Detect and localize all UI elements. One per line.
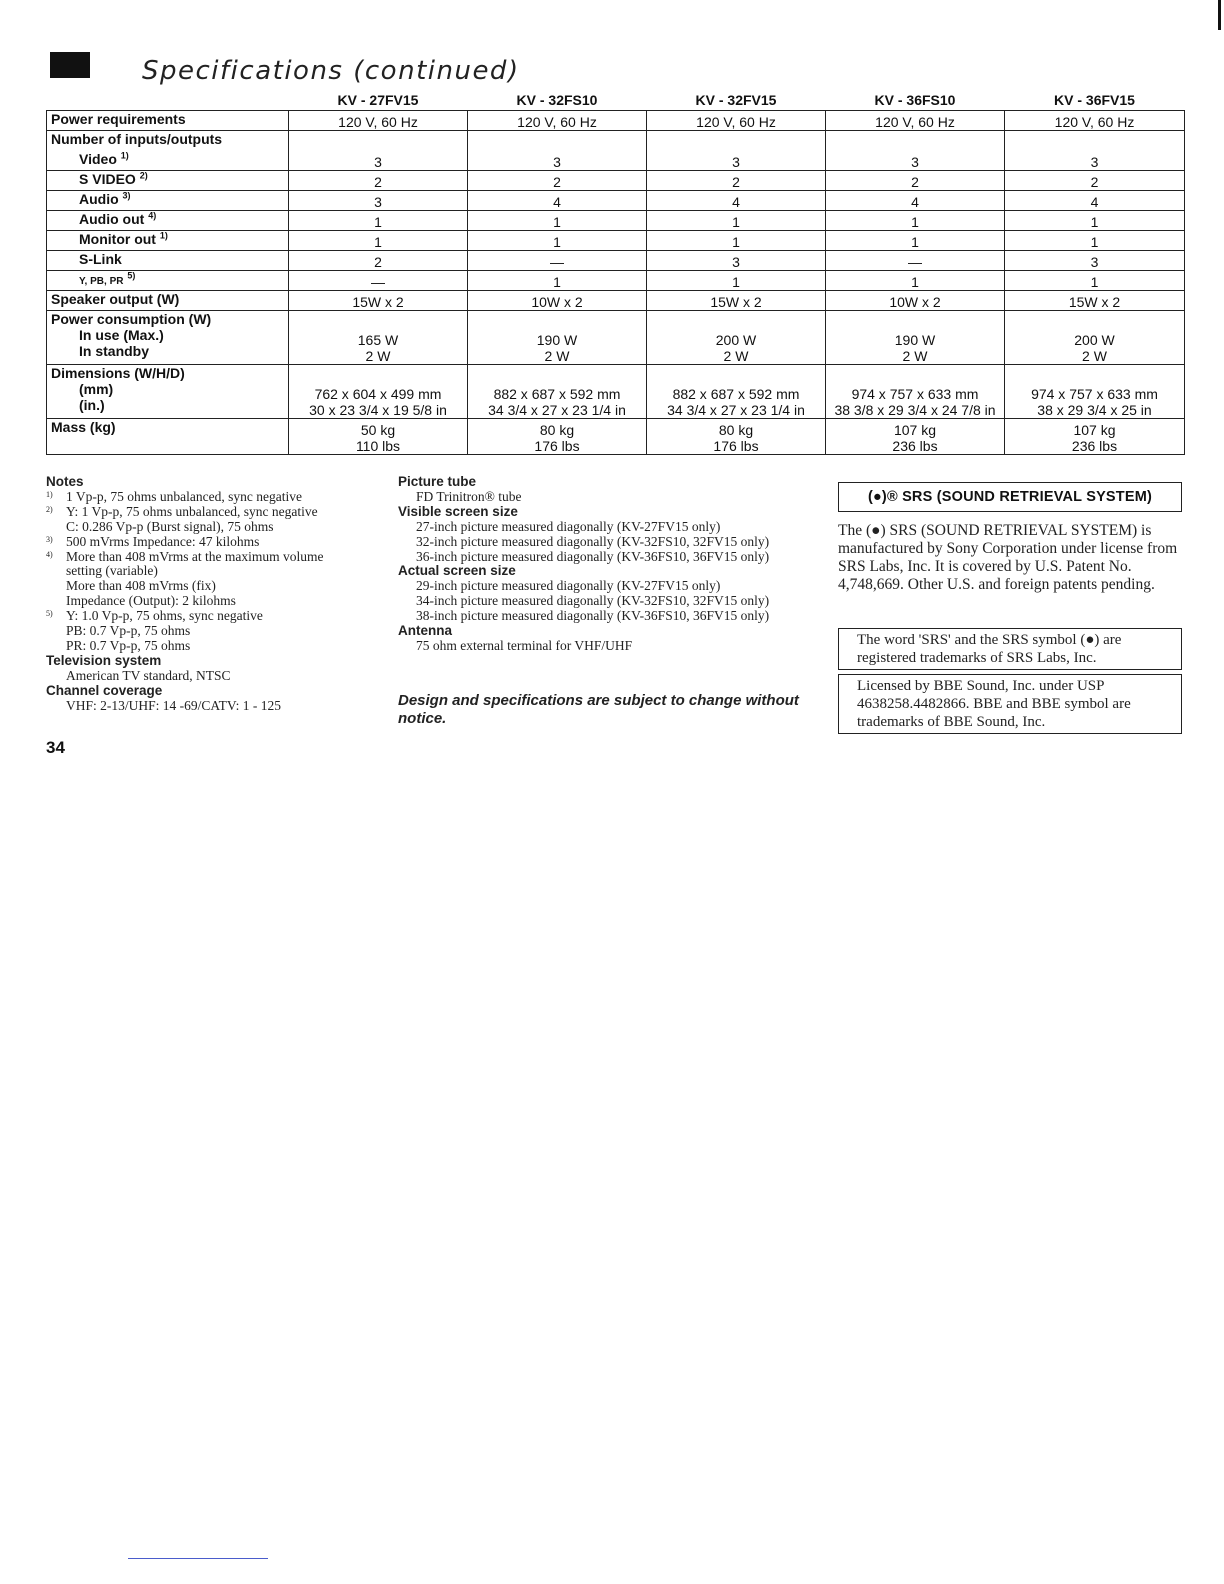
dimensions-heading: Dimensions (W/H/D) xyxy=(51,365,185,381)
kg-value: 50 kg xyxy=(360,422,396,438)
note-4 xyxy=(46,550,376,610)
standby-label: In standby xyxy=(79,343,150,359)
visible-size-heading: Visible screen size xyxy=(398,503,518,519)
mm-value: 974 x 757 x 633 mm xyxy=(851,386,979,402)
cell: 1 xyxy=(1005,271,1185,291)
inch-value: 38 3/8 x 29 3/4 x 24 7/8 in xyxy=(834,402,996,418)
cell xyxy=(826,365,1005,419)
model-header: KV - 27FV15 xyxy=(337,92,419,108)
cell xyxy=(289,311,468,365)
row-monitor-out xyxy=(47,231,1185,251)
in-use-value: 200 W xyxy=(1074,332,1115,348)
in-use-value: 200 W xyxy=(715,332,757,348)
lbs-value: 110 lbs xyxy=(355,438,401,454)
row-sublabel: Monitor out xyxy=(79,231,156,247)
footnote-mark: 1) xyxy=(159,230,168,241)
power-consumption-heading: Power consumption (W) xyxy=(51,311,212,327)
kg-value: 80 kg xyxy=(718,422,754,438)
in-use-value: 165 W xyxy=(357,332,399,348)
note-mark: 4) xyxy=(46,549,53,559)
srs-title: (●)® SRS (SOUND RETRIEVAL SYSTEM) xyxy=(867,489,1153,505)
row-mass xyxy=(47,419,1185,455)
mm-value: 974 x 757 x 633 mm xyxy=(1031,386,1158,402)
cell: 2 xyxy=(468,171,647,191)
cell: 2 xyxy=(289,171,468,191)
title-bullet-block xyxy=(50,52,90,78)
visible-size-line: 32-inch picture measured diagonally (KV-32FS10, 32FV15 only) xyxy=(416,533,770,549)
standby-value: 2 W xyxy=(723,348,749,364)
cell: 2 xyxy=(289,251,468,271)
note-text: More than 408 mVrms (fix) xyxy=(66,578,216,594)
note-text: PR: 0.7 Vp-p, 75 ohms xyxy=(66,637,191,653)
cell: 1 xyxy=(468,271,647,291)
row-sublabel: Audio out xyxy=(79,211,145,227)
inch-value: 34 3/4 x 27 x 23 1/4 in xyxy=(488,402,626,418)
cell: 1 xyxy=(647,231,826,251)
note-text: Y: 1.0 Vp-p, 75 ohms, sync negative xyxy=(66,608,263,624)
row-label xyxy=(47,131,289,171)
row-power-requirements xyxy=(47,111,1185,131)
footnote-mark: 1) xyxy=(120,150,129,161)
cell: 1 xyxy=(468,211,647,231)
row-dimensions xyxy=(47,365,1185,419)
cell xyxy=(468,311,647,365)
row-ypbpr xyxy=(47,271,1185,291)
cell xyxy=(647,419,826,455)
row-speaker xyxy=(47,291,1185,311)
inch-value: 30 x 23 3/4 x 19 5/8 in xyxy=(309,402,447,418)
row-label: Mass (kg) xyxy=(47,419,289,455)
note-text: 500 mVrms Impedance: 47 kilohms xyxy=(66,533,260,549)
row-svideo xyxy=(47,171,1185,191)
cell: 1 xyxy=(826,211,1005,231)
cell: 1 xyxy=(826,271,1005,291)
cell: 120 V, 60 Hz xyxy=(826,111,1005,131)
lbs-value: 236 lbs xyxy=(892,438,938,454)
cell: 4 xyxy=(647,191,826,211)
note-mark: 1) xyxy=(46,489,53,499)
cell: 15W x 2 xyxy=(647,291,826,311)
note-text: Y: 1 Vp-p, 75 ohms unbalanced, sync negative xyxy=(66,503,318,519)
cell: 2 xyxy=(826,171,1005,191)
io-heading: Number of inputs/outputs xyxy=(51,131,223,147)
lbs-value: 236 lbs xyxy=(1071,438,1118,454)
picture-tube-text: FD Trinitron® tube xyxy=(416,488,522,504)
row-sublabel: S VIDEO xyxy=(79,171,136,187)
row-sublabel: Audio xyxy=(79,191,119,207)
cell: 1 xyxy=(289,211,468,231)
cell: 3 xyxy=(1005,251,1185,271)
cell xyxy=(1005,311,1185,365)
cell: 3 xyxy=(289,131,468,171)
row-label xyxy=(47,271,289,291)
note-text: Impedance (Output): 2 kilohms xyxy=(66,593,236,609)
cell: 1 xyxy=(468,231,647,251)
bbe-license-box: Licensed by BBE Sound, Inc. under USP 4638258.4482866. BBE and BBE symbol are trademarks of BBE Sound, Inc. xyxy=(838,674,1182,734)
row-audio-out xyxy=(47,211,1185,231)
cell: 3 xyxy=(1005,131,1185,171)
inch-value: 34 3/4 x 27 x 23 1/4 in xyxy=(667,402,805,418)
antenna-heading: Antenna xyxy=(398,623,452,639)
cell xyxy=(289,419,468,455)
srs-title-box xyxy=(838,482,1182,512)
footnote-mark: 2) xyxy=(139,170,148,181)
actual-size-heading: Actual screen size xyxy=(398,563,516,579)
standby-value: 2 W xyxy=(902,348,928,364)
cell: 15W x 2 xyxy=(289,291,468,311)
cell xyxy=(468,419,647,455)
cell: — xyxy=(289,271,468,291)
note-text: 1 Vp-p, 75 ohms unbalanced, sync negative xyxy=(66,488,302,504)
model-header-row xyxy=(47,92,1185,111)
cell: — xyxy=(826,251,1005,271)
cell: 1 xyxy=(289,231,468,251)
cell: 3 xyxy=(826,131,1005,171)
mm-value: 882 x 687 x 592 mm xyxy=(493,386,621,402)
row-label xyxy=(47,171,289,191)
cell xyxy=(468,365,647,419)
page-number: 34 xyxy=(46,738,65,757)
row-audio xyxy=(47,191,1185,211)
channel-text: VHF: 2-13/UHF: 14 -69/CATV: 1 - 125 xyxy=(66,697,282,713)
cell: 3 xyxy=(647,131,826,171)
srs-body: The (●) SRS (SOUND RETRIEVAL SYSTEM) is manufactured by Sony Corporation under license from SRS Labs, Inc. It is covered by U.S. Patent No. 4,748,669. Other U.S. and foreign patents pending. xyxy=(838,522,1178,593)
footnote-mark: 5) xyxy=(127,270,136,281)
note-text: PB: 0.7 Vp-p, 75 ohms xyxy=(66,623,191,639)
lbs-value: 176 lbs xyxy=(713,438,759,454)
specs-column xyxy=(398,475,828,654)
notes-heading: Notes xyxy=(46,474,84,489)
note-mark: 2) xyxy=(46,504,53,514)
row-label xyxy=(47,365,289,419)
model-header: KV - 36FS10 xyxy=(874,92,956,108)
cell xyxy=(647,311,826,365)
srs-trademark-box: The word 'SRS' and the SRS symbol (●) are registered trademarks of SRS Labs, Inc. xyxy=(838,628,1182,670)
row-label xyxy=(47,231,289,251)
cell: 2 xyxy=(1005,171,1185,191)
cell: 4 xyxy=(1005,191,1185,211)
cell xyxy=(289,365,468,419)
kg-value: 107 kg xyxy=(1073,422,1116,438)
cell: — xyxy=(468,251,647,271)
disclaimer: Design and specifications are subject to change without notice. xyxy=(398,692,799,727)
cell: 1 xyxy=(647,271,826,291)
in-use-value: 190 W xyxy=(536,332,578,348)
cell: 120 V, 60 Hz xyxy=(468,111,647,131)
cell: 1 xyxy=(826,231,1005,251)
cell xyxy=(1005,365,1185,419)
note-1 xyxy=(46,490,376,505)
cell: 4 xyxy=(826,191,1005,211)
note-2 xyxy=(46,505,376,535)
notes-column xyxy=(46,475,376,714)
standby-value: 2 W xyxy=(1082,348,1107,364)
row-label xyxy=(47,191,289,211)
edge-mark xyxy=(1218,0,1221,30)
cell: 1 xyxy=(647,211,826,231)
cell: 4 xyxy=(468,191,647,211)
cell: 15W x 2 xyxy=(1005,291,1185,311)
cell: 120 V, 60 Hz xyxy=(1005,111,1185,131)
cell: 10W x 2 xyxy=(826,291,1005,311)
actual-size-line: 34-inch picture measured diagonally (KV-32FS10, 32FV15 only) xyxy=(416,593,770,609)
row-label xyxy=(47,311,289,365)
kg-value: 80 kg xyxy=(539,422,575,438)
row-label xyxy=(47,211,289,231)
cell: 1 xyxy=(1005,211,1185,231)
cell xyxy=(647,365,826,419)
standby-value: 2 W xyxy=(365,348,391,364)
channel-heading: Channel coverage xyxy=(46,682,163,698)
in-label: (in.) xyxy=(79,397,105,413)
spec-table xyxy=(46,92,1185,455)
cell: 1 xyxy=(1005,231,1185,251)
tv-system-text: American TV standard, NTSC xyxy=(66,667,231,683)
kg-value: 107 kg xyxy=(893,422,937,438)
visible-size-line: 36-inch picture measured diagonally (KV-36FS10, 36FV15 only) xyxy=(416,548,770,564)
cell xyxy=(826,311,1005,365)
cell xyxy=(826,419,1005,455)
inch-value: 38 x 29 3/4 x 25 in xyxy=(1037,402,1152,418)
model-header: KV - 32FS10 xyxy=(516,92,598,108)
note-text: C: 0.286 Vp-p (Burst signal), 75 ohms xyxy=(66,518,274,534)
cell xyxy=(1005,419,1185,455)
note-3 xyxy=(46,535,376,550)
cell: 3 xyxy=(468,131,647,171)
model-header: KV - 32FV15 xyxy=(695,92,777,108)
in-use-label: In use (Max.) xyxy=(79,327,164,343)
actual-size-line: 29-inch picture measured diagonally (KV-27FV15 only) xyxy=(416,578,721,594)
row-slink xyxy=(47,251,1185,271)
cell: 120 V, 60 Hz xyxy=(647,111,826,131)
cell: 120 V, 60 Hz xyxy=(289,111,468,131)
note-text: setting (variable) xyxy=(66,563,158,579)
row-power-consumption xyxy=(47,311,1185,365)
mm-label: (mm) xyxy=(79,381,114,397)
antenna-text: 75 ohm external terminal for VHF/UHF xyxy=(416,637,633,653)
note-5 xyxy=(46,609,376,654)
note-mark: 3) xyxy=(46,534,53,544)
mm-value: 762 x 604 x 499 mm xyxy=(314,386,442,402)
note-text: More than 408 mVrms at the maximum volume xyxy=(66,548,324,564)
model-header: KV - 36FV15 xyxy=(1054,92,1135,108)
lbs-value: 176 lbs xyxy=(534,438,580,454)
row-label: S-Link xyxy=(47,251,289,271)
row-sublabel: Video xyxy=(79,151,117,167)
cell: 3 xyxy=(647,251,826,271)
in-use-value: 190 W xyxy=(894,332,936,348)
cell: 2 xyxy=(647,171,826,191)
tv-system-heading: Television system xyxy=(46,652,162,668)
note-mark: 5) xyxy=(46,609,53,619)
cell: 3 xyxy=(289,191,468,211)
page-title: Specifications (continued) xyxy=(142,56,520,86)
visible-size-line: 27-inch picture measured diagonally (KV-27FV15 only) xyxy=(416,518,721,534)
bottom-rule xyxy=(128,1558,268,1559)
cell: 10W x 2 xyxy=(468,291,647,311)
picture-tube-heading: Picture tube xyxy=(398,474,477,489)
footnote-mark: 4) xyxy=(148,210,157,221)
mm-value: 882 x 687 x 592 mm xyxy=(672,386,800,402)
row-sublabel: Y, PB, PR xyxy=(79,276,124,287)
standby-value: 2 W xyxy=(544,348,570,364)
actual-size-line: 38-inch picture measured diagonally (KV-36FS10, 36FV15 only) xyxy=(416,608,770,624)
row-io-video xyxy=(47,131,1185,171)
row-label: Power requirements xyxy=(47,111,289,131)
footnote-mark: 3) xyxy=(122,190,131,201)
row-label: Speaker output (W) xyxy=(47,291,289,311)
